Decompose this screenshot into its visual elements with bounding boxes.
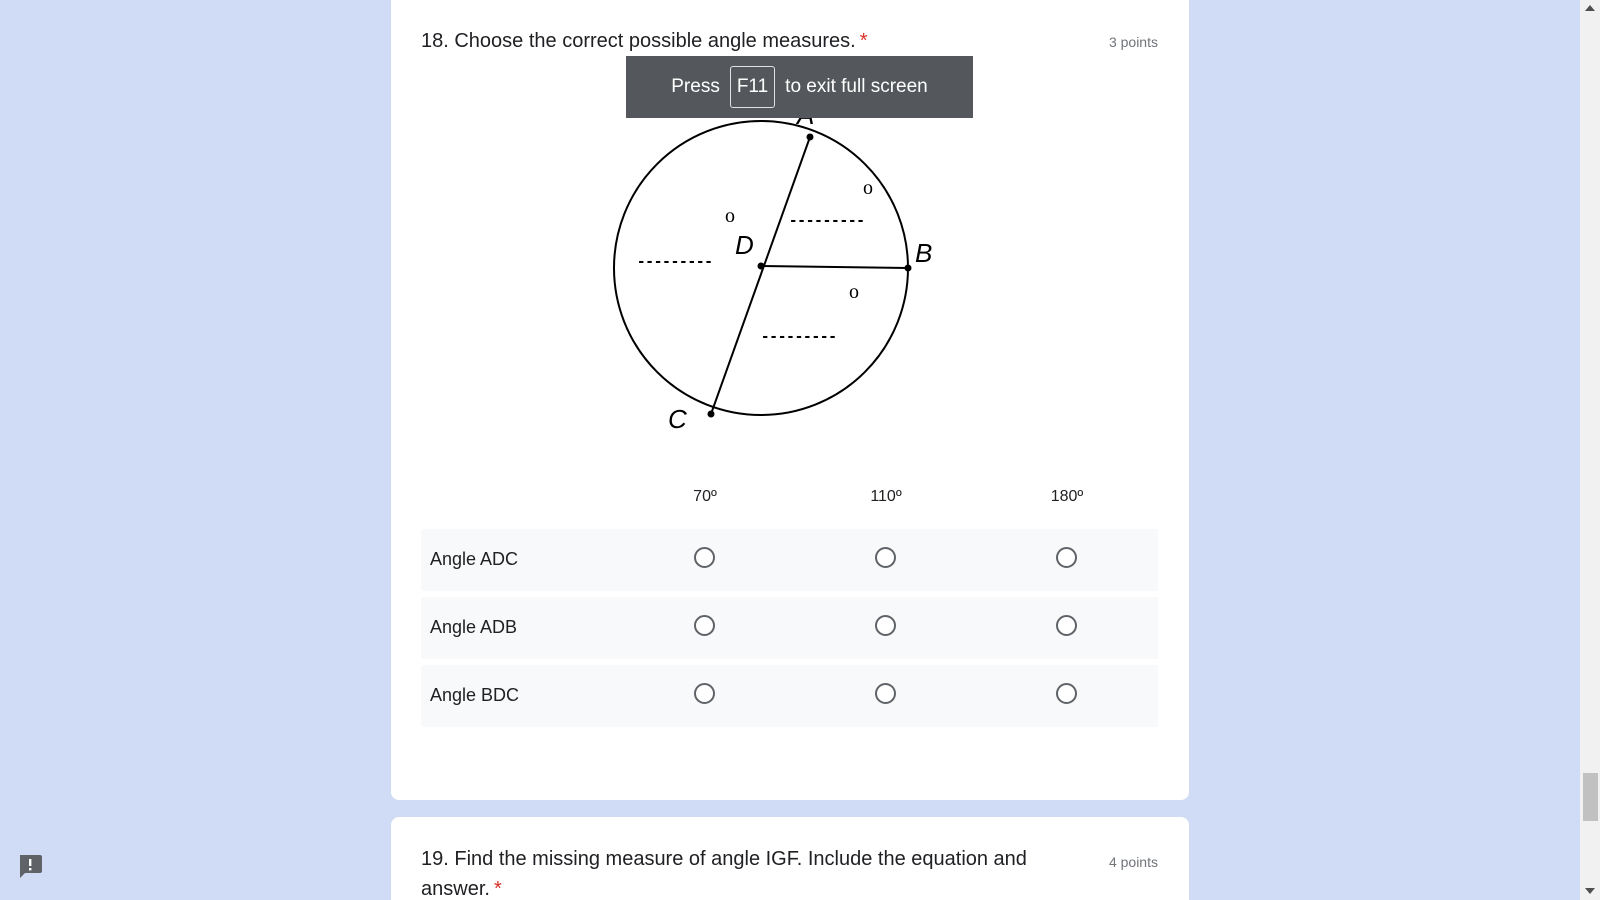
blank-line: ---------	[637, 254, 713, 270]
fullscreen-toast	[626, 56, 973, 118]
row-label: Angle BDC	[430, 685, 520, 705]
toast-prefix: Press	[671, 76, 720, 97]
points-label: 3 points	[1108, 34, 1158, 50]
degree-mark: o	[725, 205, 735, 227]
circle-diagram	[611, 100, 951, 440]
degree-mark: o	[863, 177, 873, 199]
question-text: 18. Choose the correct possible angle measures.	[421, 30, 856, 52]
row-label: Angle ADC	[430, 549, 519, 569]
grid-column-headers	[391, 488, 1189, 512]
question-title	[421, 26, 1041, 56]
column-header: 70º	[693, 488, 717, 505]
column-header: 110º	[870, 488, 902, 505]
toast-suffix: to exit full screen	[785, 76, 928, 97]
label-b: B	[915, 238, 933, 268]
column-header: 180º	[1050, 488, 1084, 505]
chord-ac	[711, 137, 810, 414]
report-feedback-icon[interactable]	[17, 853, 43, 879]
radio-adb-180[interactable]	[1056, 615, 1077, 636]
page-scrollbar[interactable]	[1580, 0, 1600, 900]
grid-row-angle-bdc	[421, 665, 1158, 727]
radio-adc-180[interactable]	[1056, 547, 1077, 568]
scroll-up-arrow-icon[interactable]	[1585, 5, 1595, 11]
radio-adb-110[interactable]	[875, 615, 896, 636]
f11-key: F11	[730, 66, 775, 108]
scrollbar-thumb[interactable]	[1583, 773, 1598, 821]
question-card-19	[391, 817, 1189, 900]
question-title	[421, 844, 1041, 900]
points-label: 4 points	[1108, 854, 1158, 870]
segment-db	[761, 266, 908, 268]
radio-adc-70[interactable]	[694, 547, 715, 568]
radio-adc-110[interactable]	[875, 547, 896, 568]
point-a	[807, 134, 814, 141]
blank-line: ---------	[761, 329, 837, 345]
scroll-down-arrow-icon[interactable]	[1585, 888, 1595, 894]
grid-row-angle-adb	[421, 597, 1158, 659]
radio-bdc-70[interactable]	[694, 683, 715, 704]
required-asterisk: *	[493, 878, 502, 900]
question-text: 19. Find the missing measure of angle IGF. Include the equation and answer.	[421, 848, 1027, 900]
radio-bdc-180[interactable]	[1056, 683, 1077, 704]
degree-mark: o	[849, 281, 859, 303]
radio-bdc-110[interactable]	[875, 683, 896, 704]
point-d	[758, 263, 765, 270]
grid-row-angle-adc	[421, 529, 1158, 591]
required-asterisk: *	[859, 30, 868, 52]
question-card-18	[391, 0, 1189, 800]
radio-adb-70[interactable]	[694, 615, 715, 636]
row-label: Angle ADB	[430, 617, 518, 637]
point-b	[905, 265, 912, 272]
blank-line: ---------	[789, 213, 865, 229]
label-d: D	[735, 230, 754, 260]
point-c	[708, 411, 715, 418]
label-c: C	[668, 404, 687, 434]
